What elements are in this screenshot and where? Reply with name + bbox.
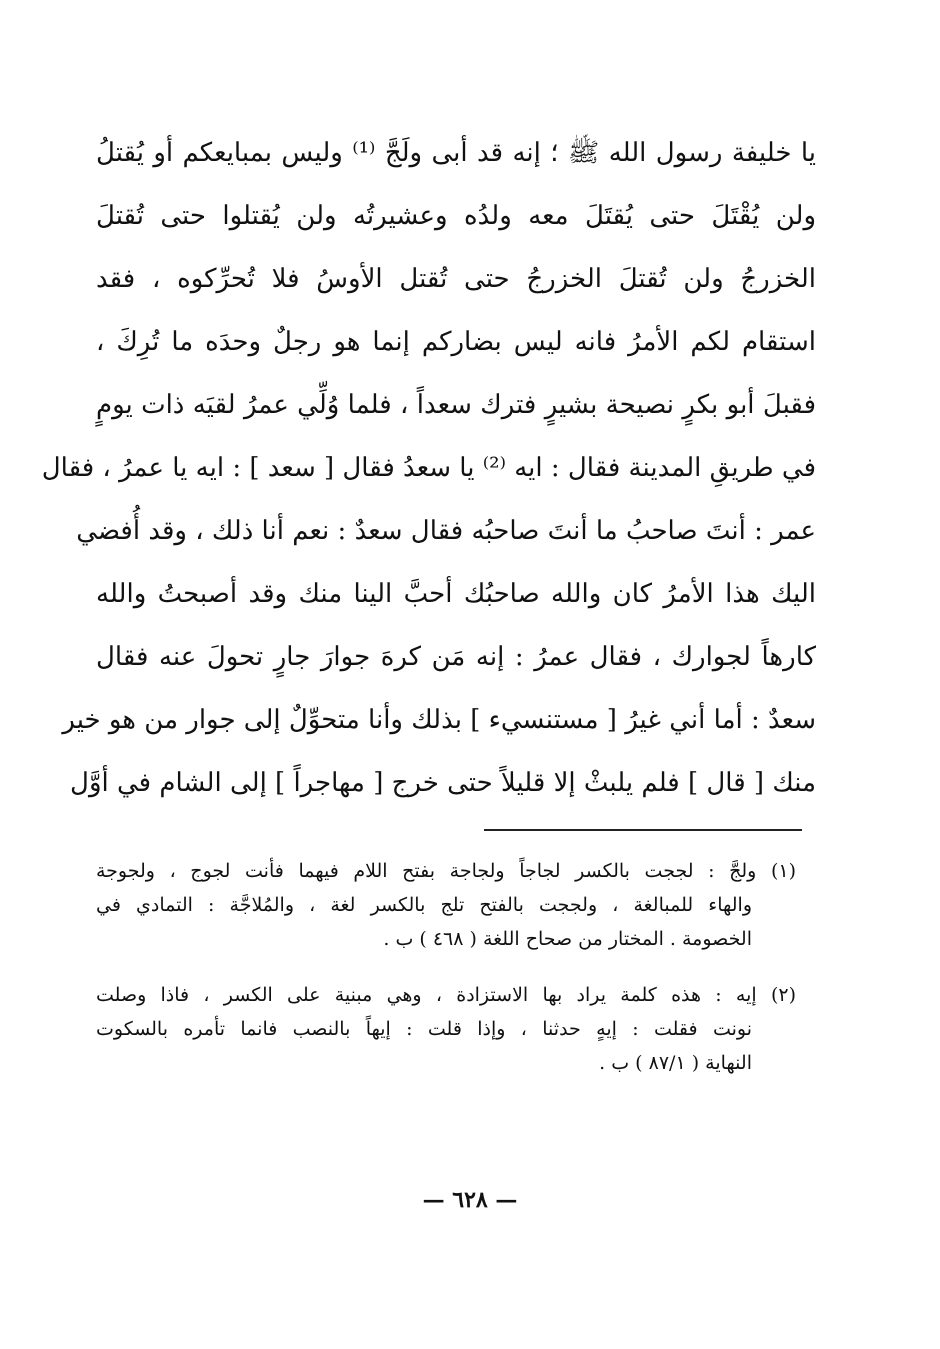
text-line: فقبلَ أبو بكرٍ نصيحة بشيرٍ فترك سعداً ، فلما وُلِّي عمرُ لقيَه ذات يومٍ — [96, 390, 816, 420]
footnotes — [96, 854, 796, 1102]
text-line: كارهاً لجوارك ، فقال عمرُ : إنه مَن كرهَ جوارَ جارٍ تحولَ عنه فقال — [96, 642, 816, 672]
text-line: سعدٌ : أما أني غيرُ [ مستنسيء ] بذلك وأنا متحوِّلٌ إلى جوار من هو خير — [62, 705, 816, 735]
footnote-2 — [96, 978, 796, 1080]
footnote-line: النهاية ( ٨٧/١ ) ب . — [599, 1052, 752, 1074]
text-line: منك [ قال ] فلم يلبثْ إلا قليلاً حتى خرج [ مهاجراً ] إلى الشام في أوَّل — [70, 768, 816, 798]
footnote-divider — [484, 829, 802, 831]
text-line: يا خليفة رسول الله ﷺ ؛ إنه قد أبى ولَجَّ ⁽¹⁾ وليس بمبايعكم أو يُقتلُ — [96, 138, 816, 168]
text-line: الخزرجُ ولن تُقتلَ الخزرجُ حتى تُقتل الأوسُ فلا تُحرِّكوه ، فقد — [96, 264, 816, 294]
footnote-line: (١) ولجَّ : لججت بالكسر لجاجاً ولجاجة بفتح اللام فيهما فأنت لجوج ، ولجوجة — [96, 860, 796, 882]
footnote-1 — [96, 854, 796, 956]
footnote-line: الخصومة . المختار من صحاح اللغة ( ٤٦٨ ) ب . — [383, 928, 752, 950]
text-line: استقام لكم الأمرُ فانه ليس بضاركم إنما هو رجلٌ وحدَه ما تُرِكَ ، — [96, 327, 816, 357]
main-text — [41, 122, 816, 815]
footnote-line: والهاء للمبالغة ، ولججت بالفتح تلج بالكسر لغة ، والمُلاجَّة : التمادي في — [96, 894, 752, 916]
footnote-line: (٢) إيه : هذه كلمة يراد بها الاستزادة ، وهي مبنية على الكسر ، فاذا وصلت — [96, 984, 796, 1006]
text-line: اليك هذا الأمرُ كان والله صاحبُك أحبَّ الينا منك وقد أصبحتُ والله — [96, 579, 816, 609]
text-line: عمر : أنتَ صاحبُ ما أنتَ صاحبُه فقال سعدٌ : نعم أنا ذلك ، وقد أُفضي — [76, 516, 816, 546]
text-line: ولن يُقْتَلَ حتى يُقتَلَ معه ولدُه وعشيرتُه ولن يُقتلوا حتى تُقتلَ — [96, 201, 816, 231]
page-number: — ٦٢٨ — — [422, 1187, 518, 1213]
footnote-line: نونت فقلت : إيهٍ حدثنا ، وإذا قلت : إيهاً بالنصب فانما تأمره بالسكوت — [96, 1018, 752, 1040]
text-line: في طريقِ المدينة فقال : ايه ⁽²⁾ يا سعدُ فقال [ سعد ] : ايه يا عمرُ ، فقال — [41, 453, 816, 483]
